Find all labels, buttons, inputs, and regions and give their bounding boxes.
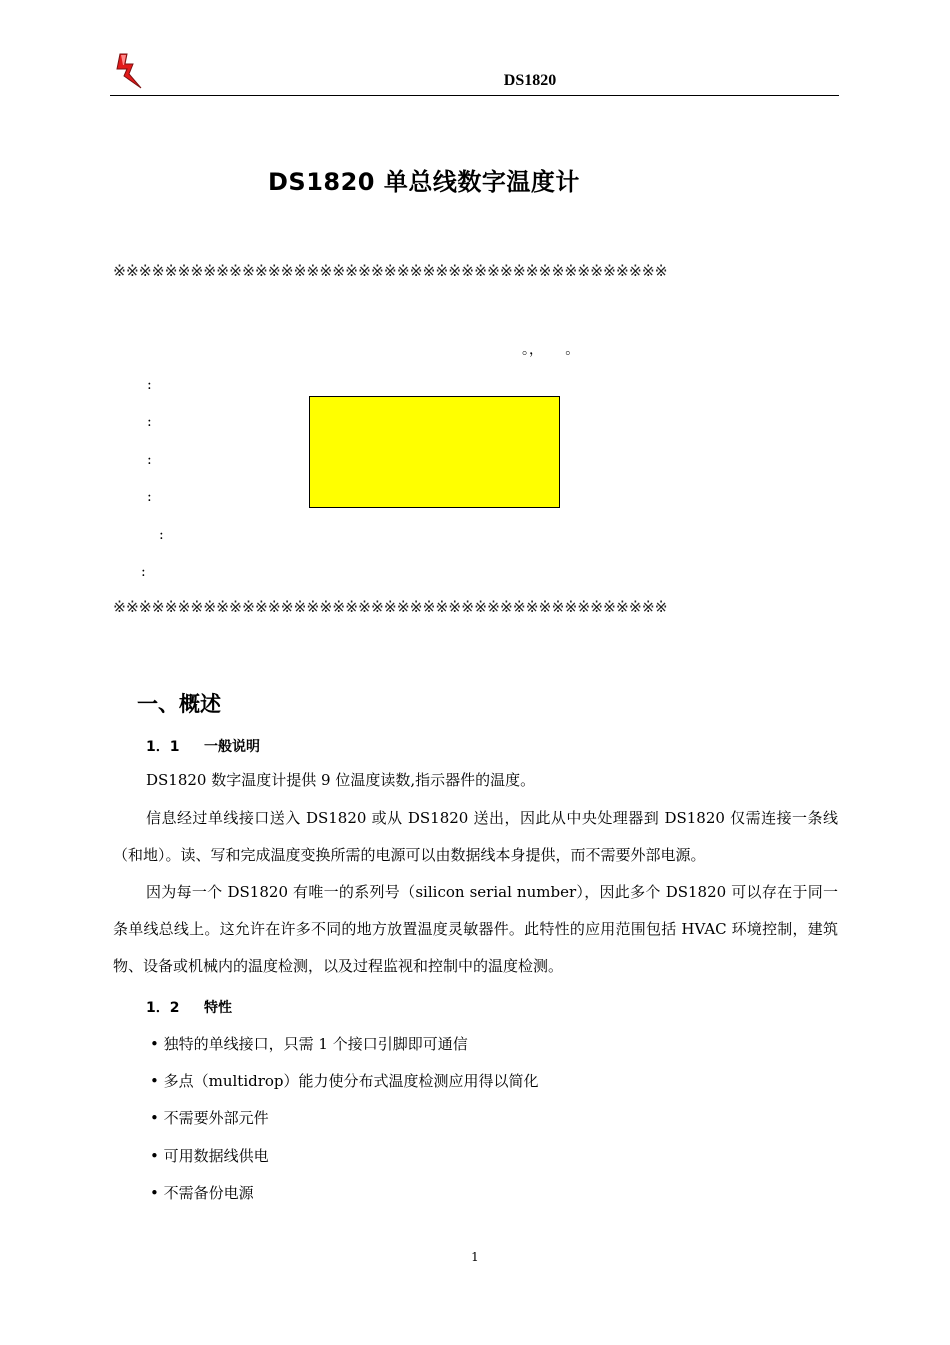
paragraph: 信息经过单线接口送入 DS1820 或从 DS1820 送出，因此从中央处理器到 DS1820 仅需连接一条线（和地）。读、写和完成温度变换所需的电源可以由数据线本身提供，而不需要外部电源。 xyxy=(113,809,838,864)
subsection-heading xyxy=(146,997,232,1017)
subsection-number: 1．1 xyxy=(146,739,180,755)
page-number: 1 xyxy=(471,1250,479,1264)
document-title: DS1820 单总线数字温度计 xyxy=(268,168,580,196)
yellow-highlight-box xyxy=(309,396,560,508)
paragraph: DS1820 数字温度计提供 9 位温度读数,指示器件的温度。 xyxy=(146,771,536,789)
colon-marker: : xyxy=(147,377,152,393)
paragraph: 因为每一个 DS1820 有唯一的系列号（silicon serial number），因此多个 DS1820 可以存在于同一条单线总线上。这允许在许多不同的地方放置温度灵敏器件。此特性的应用范围包括 HVAC 环境控制，建筑物、设备或机械内的温度检测，以及过程监视和控制中的温度检测。 xyxy=(113,883,838,975)
subsection-number: 1．2 xyxy=(146,1000,180,1016)
colon-marker: : xyxy=(147,489,152,505)
stars-divider-top: ※※※※※※※※※※※※※※※※※※※※※※※※※※※※※※※※※※※※※※※※※※※ xyxy=(113,262,668,280)
header-rule xyxy=(110,95,839,96)
colon-marker: : xyxy=(147,452,152,468)
feature-item: • 不需备份电源 xyxy=(150,1184,254,1202)
summary-fragment: 。， 。 xyxy=(522,342,580,358)
stars-divider-bottom: ※※※※※※※※※※※※※※※※※※※※※※※※※※※※※※※※※※※※※※※※※※※ xyxy=(113,598,668,616)
feature-item: • 不需要外部元件 xyxy=(150,1109,269,1127)
section-heading: 一、概述 xyxy=(137,692,221,716)
header-title: DS1820 xyxy=(503,72,557,89)
subsection-heading xyxy=(146,736,260,756)
colon-marker: : xyxy=(141,564,146,580)
feature-item: • 可用数据线供电 xyxy=(150,1147,269,1165)
feature-item: • 多点（multidrop）能力使分布式温度检测应用得以简化 xyxy=(150,1072,539,1090)
colon-marker: : xyxy=(147,414,152,430)
subsection-title: 一般说明 xyxy=(204,739,260,755)
feature-item: • 独特的单线接口，只需 1 个接口引脚即可通信 xyxy=(150,1035,468,1053)
subsection-title: 特性 xyxy=(204,1000,232,1016)
colon-marker: : xyxy=(159,527,164,543)
